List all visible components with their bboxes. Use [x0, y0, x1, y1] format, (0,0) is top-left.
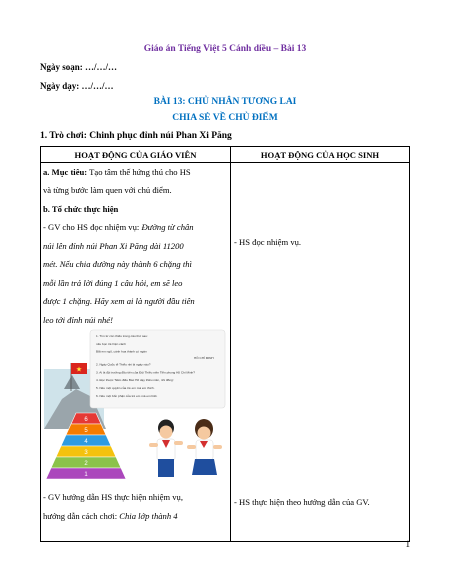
task-line-1	[43, 218, 227, 236]
date-taught: Ngày dạy: …/…/…	[40, 81, 114, 91]
pyramid-level-label: 3	[84, 450, 88, 456]
question-line: HỒ CHÍ MINH	[194, 356, 214, 361]
lesson-title: BÀI 13: CHỦ NHÂN TƯƠNG LAI	[153, 97, 297, 107]
guide-text: hướng dẫn cách chơi:	[43, 511, 118, 521]
student-follow-guide: - HS thực hiện theo hướng dẫn của GV.	[234, 497, 370, 507]
task-line-6: leo tới đỉnh núi nhé!	[43, 315, 113, 325]
task-line-3: mét. Nếu chia đường này thành 6 chặng thì	[43, 259, 192, 269]
pyramid-level-label: 1	[84, 472, 88, 478]
pyramid-level-label: 5	[84, 428, 88, 434]
game-illustration	[44, 329, 227, 485]
question-line: 1. Tìm từ còn thiếu trong câu thơ sau:	[96, 334, 148, 338]
question-line: 3. Ai là đội trưởng đầu tiên của Đội Thiếu niên Tiền phong Hồ Chí Minh?	[96, 370, 195, 375]
svg-text:★: ★	[75, 365, 83, 374]
task-line-5: được 1 chặng. Hãy xem ai là người đầu tiên	[43, 296, 195, 306]
question-line: nếu bọn trẻ hiện cánh	[96, 341, 126, 346]
table-row	[41, 163, 410, 542]
pyramid-level-label: 4	[84, 439, 88, 445]
guide-line-2	[43, 507, 227, 525]
objective-text: Tạo tâm thế hứng thú cho HS	[89, 167, 191, 177]
student-column-header: HOẠT ĐỘNG CỦA HỌC SINH	[231, 147, 410, 163]
date-prepared: Ngày soạn: …/…/…	[40, 62, 118, 72]
question-line: 4. Đọc thuộc 'Năm điều Bác Hồ dạy thiếu niên, nhi đồng'.	[96, 378, 175, 383]
pyramid-level-label: 6	[84, 417, 88, 423]
question-line: 2. Ngày Quốc tế Thiếu nhi là ngày nào?	[96, 362, 151, 367]
question-line: 6. Nêu một bổn phận của trẻ em mà em biết.	[96, 393, 158, 398]
objective-line	[43, 163, 227, 181]
lesson-subtitle: CHIA SẺ VỀ CHỦ ĐIỂM	[172, 113, 278, 123]
objective-continuation: và từng bước làm quen với chủ điểm.	[43, 185, 172, 195]
guide-text-italic: Chia lớp thành 4	[119, 511, 178, 521]
task-line-2: núi lên đỉnh núi Phan Xi Păng dài 11200	[43, 241, 184, 251]
page-number: 1	[405, 539, 410, 549]
objective-label: a. Mục tiêu:	[43, 167, 88, 177]
document-title: Giáo án Tiếng Việt 5 Cánh diều – Bài 13	[143, 44, 307, 54]
question-line: 5. Nêu một quyền của trẻ em mà em thích.	[96, 386, 155, 390]
student-read-task: - HS đọc nhiệm vụ.	[234, 237, 302, 247]
student-cell	[231, 163, 410, 542]
teacher-column-header: HOẠT ĐỘNG CỦA GIÁO VIÊN	[41, 147, 231, 163]
pyramid-level-label: 2	[84, 461, 88, 467]
task-text-1: Đường từ chân	[141, 222, 194, 232]
table-header-row	[41, 147, 410, 163]
guide-line-1: - GV hướng dẫn HS thực hiện nhiệm vụ,	[43, 492, 183, 502]
teacher-cell	[41, 163, 231, 542]
task-intro: - GV cho HS đọc nhiệm vụ:	[43, 222, 140, 232]
organization-label: b. Tổ chức thực hiện	[43, 204, 119, 214]
task-line-4: mỗi lần trả lời đúng 1 câu hỏi, em sẽ leo	[43, 278, 183, 288]
section-title: 1. Trò chơi: Chinh phục đỉnh núi Phan Xi Păng	[40, 131, 232, 141]
activity-table	[40, 146, 410, 542]
question-line: Bắt em ngủ, cánh hoa thành có ngàn	[96, 349, 147, 354]
